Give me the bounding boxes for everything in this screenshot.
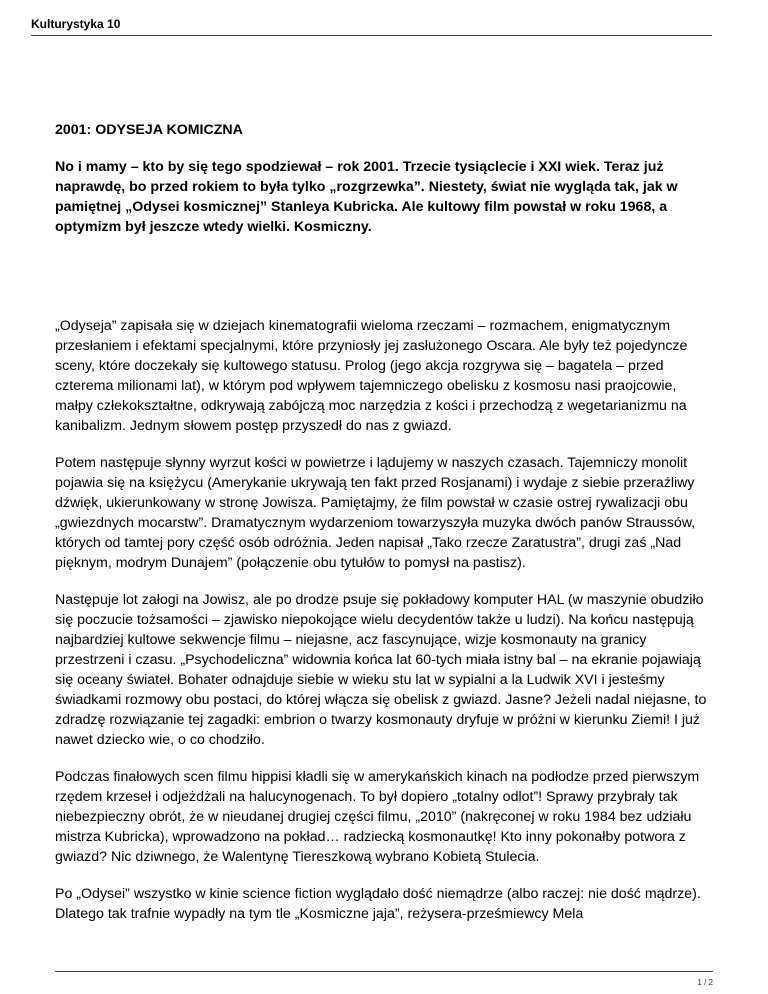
article-title: 2001: ODYSEJA KOMICZNA [55,122,243,138]
article-paragraph: Podczas finałowych scen filmu hippisi kładli się w amerykańskich kinach na podłodze przed pierwszym rzędem krzeseł i odjeżdżali na halucynogenach. To był dopiero „totalny odlot”! Sprawy przybrały tak niebezpieczny obrót, że w nieudanej drugiej części filmu, „2010” (nakręconej w roku 1984 bez udziału mistrza Kubricka), wprowadzono na pokład… radziecką kosmonautkę! Kto inny pokonałby potwora z gwiazd? Nic dziwnego, że Walentynę Tiereszkową wybrano Kobietą Stulecia. [55,769,700,865]
article-paragraph: Po „Odysei” wszystko w kinie science fiction wyglądało dość niemądrze (albo raczej: nie dość mądrze). Dlatego tak trafnie wypadły na tym tle „Kosmiczne jaja”, reżysera-prześmiewcy Mela [55,886,701,922]
header-title: Kulturystyka 10 [31,17,121,31]
article [55,120,713,941]
page-footer [55,971,713,987]
article-paragraph: „Odyseja” zapisała się w dziejach kinematografii wieloma rzeczami – rozmachem, enigmatycznym przesłaniem i efektami specjalnymi, które przyniosły jej zasłużonego Oscara. Ale były też pojedyncze sceny, które doczekały się kultowego statusu. Prolog (jego akcja rozgrywa się – bagatela – przed czterema milionami lat), w którym pod wpływem tajemniczego obelisku z kosmosu nasi praojcowie, małpy człekokształtne, odkrywają zabójczą moc narzędzia z kości i przechodzą z wegetarianizmu na kanibalizm. Jednym słowem postęp przyszedł do nas z gwiazd. [55,318,688,434]
page-number: 1 / 2 [697,978,713,987]
article-paragraph: Następuje lot załogi na Jowisz, ale po drodze psuje się pokładowy komputer HAL (w maszynie obudziło się poczucie tożsamości – zjawisko niepokojące wielu decydentów także u ludzi). Na końcu następują najbardziej kultowe sekwencje filmu – niejasne, acz fascynujące, wizje kosmonauty na granicy przestrzeni i czasu. „Psychodeliczna” widownia końca lat 60-tych miała istny bal – na ekranie pojawiają się oceany świateł. Bohater odnajduje siebie w wieku stu lat w sypialni a la Ludwik XVI i jesteśmy świadkami rozmowy obu postaci, do której włącza się obelisk z gwiazd. Jasne? Jeżeli nadal niejasne, to zdradzę rozwiązanie tej zagadki: embrion o twarzy kosmonauty dryfuje w próżni w kierunku Ziemi! I już nawet dziecko wie, o co chodziło. [55,592,707,748]
article-body [55,316,713,924]
article-paragraph: Potem następuje słynny wyrzut kości w powietrze i lądujemy w naszych czasach. Tajemniczy monolit pojawia się na księżycu (Amerykanie ukrywają ten fakt przed Rosjanami) i wydaje z siebie przeraźliwy dźwięk, ukierunkowany w stronę Jowisza. Pamiętajmy, że film powstał w czasie ostrej rywalizacji obu „gwiezdnych mocarstw”. Dramatycznym wydarzeniom towarzyszyła muzyka dwóch panów Straussów, których od tamtej pory część osób odróżnia. Jeden napisał „Tako rzecze Zaratustra”, drugi zaś „Nad pięknym, modrym Dunajem” (połączenie obu tytułów to pomysł na pastisz). [55,455,696,571]
article-lead: No i mamy – kto by się tego spodziewał – rok 2001. Trzecie tysiąclecie i XXI wiek. Teraz już naprawdę, bo przed rokiem to była tylko „rozgrzewka”. Niestety, świat nie wygląda tak, jak w pamiętnej „Odysei kosmicznej” Stanleya Kubricka. Ale kultowy film powstał w roku 1968, a optymizm był jeszcze wtedy wielki. Kosmiczny. [55,159,678,235]
page-header [31,14,712,36]
